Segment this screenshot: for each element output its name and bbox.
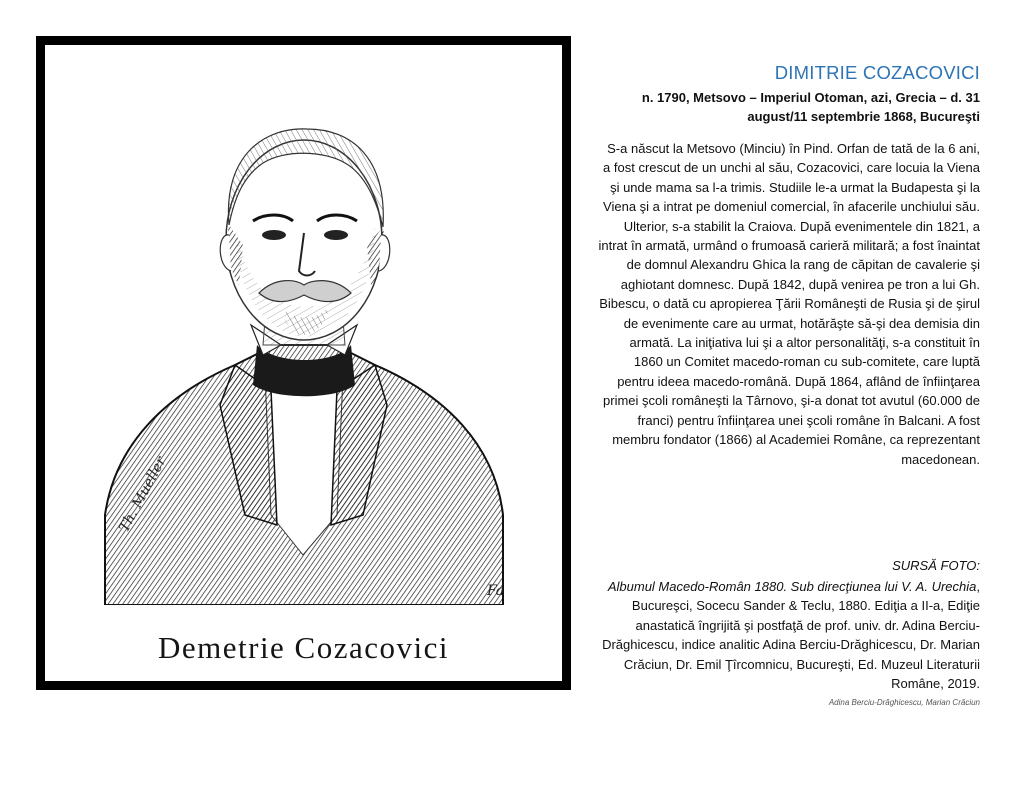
portrait-frame xyxy=(36,36,571,690)
artist-monogram: Fa xyxy=(487,583,505,599)
portrait-engraving xyxy=(45,45,562,605)
footer-authors: Adina Berciu-Drăghicescu, Marian Crăciun xyxy=(828,698,980,707)
life-dates xyxy=(598,88,980,126)
source-title: Albumul Macedo-Român 1880. Sub direcţiunea lui V. A. Urechia xyxy=(607,579,977,594)
left-eye xyxy=(262,230,286,240)
photo-source-label: SURSĂ FOTO: xyxy=(892,558,980,573)
right-eye xyxy=(324,230,348,240)
life-dates-line-2: august/11 septembrie 1868, Bucureşti xyxy=(747,109,980,124)
page-title: DIMITRIE COZACOVICI xyxy=(774,62,980,83)
artist-signature: Th. Mueller xyxy=(116,454,170,535)
source-details: , Bucureşci, Socecu Sander & Teclu, 1880. Ediţia a II-a, Ediţie anastatică îngrijită şi postfaţă de prof. univ. dr. Adina Berciu-Drăghicescu, indice analitic Adina Berciu-Drăghicescu, Dr. Marian Crăciun, Dr. Emil Ţîrcomnicu, Bucureşti, Ed. Muzeul Literaturii Române, 2019. xyxy=(602,579,980,692)
portrait-panel xyxy=(45,45,562,681)
portrait-caption: Demetrie Cozacovici xyxy=(157,630,450,665)
photo-source xyxy=(598,577,980,693)
biography-text: S-a născut la Metsovo (Minciu) în Pind. Orfan de tată de la 6 ani, a fost crescut de un unchi al său, Cozacovici, care locuia la Viena şi unde mama sa l-a trimis. Studiile le-a urmat la Budapesta şi la Viena şi a intrat pe domeniul comercial, în afacerile unchiului său. Ulterior, s-a stabilit la Craiova. După evenimentele din 1821, a intrat în armată, urmând o frumoasă carieră militară; a fost înaintat de domnul Alexandru Ghica la rang de căpitan de cavalerie şi aghiotant domnesc. După 1842, după venirea pe tron a lui Gh. Bibescu, o dată cu apropierea Ţării Româneşti de Rusia şi de şirul de evenimente care au urmat, hotărăşte să-şi dea demisia din armată. La iniţiativa lui şi a altor personalităţi, s-a constituit în 1860 un Comitet macedo-roman cu sub-comitete, care luptă pentru ideea macedo-română. După 1864, aflând de înfiinţarea primei şcoli româneşti la Târnovo, şi-a donat tot avutul (60.000 de franci) pentru înfiinţarea unei şcoli române în Balcani. A fost membru fondator (1866) al Academiei Române, ca reprezentant macedonean. xyxy=(598,141,980,467)
life-dates-line-1: n. 1790, Metsovo – Imperiul Otoman, azi, Grecia – d. 31 xyxy=(641,90,980,105)
